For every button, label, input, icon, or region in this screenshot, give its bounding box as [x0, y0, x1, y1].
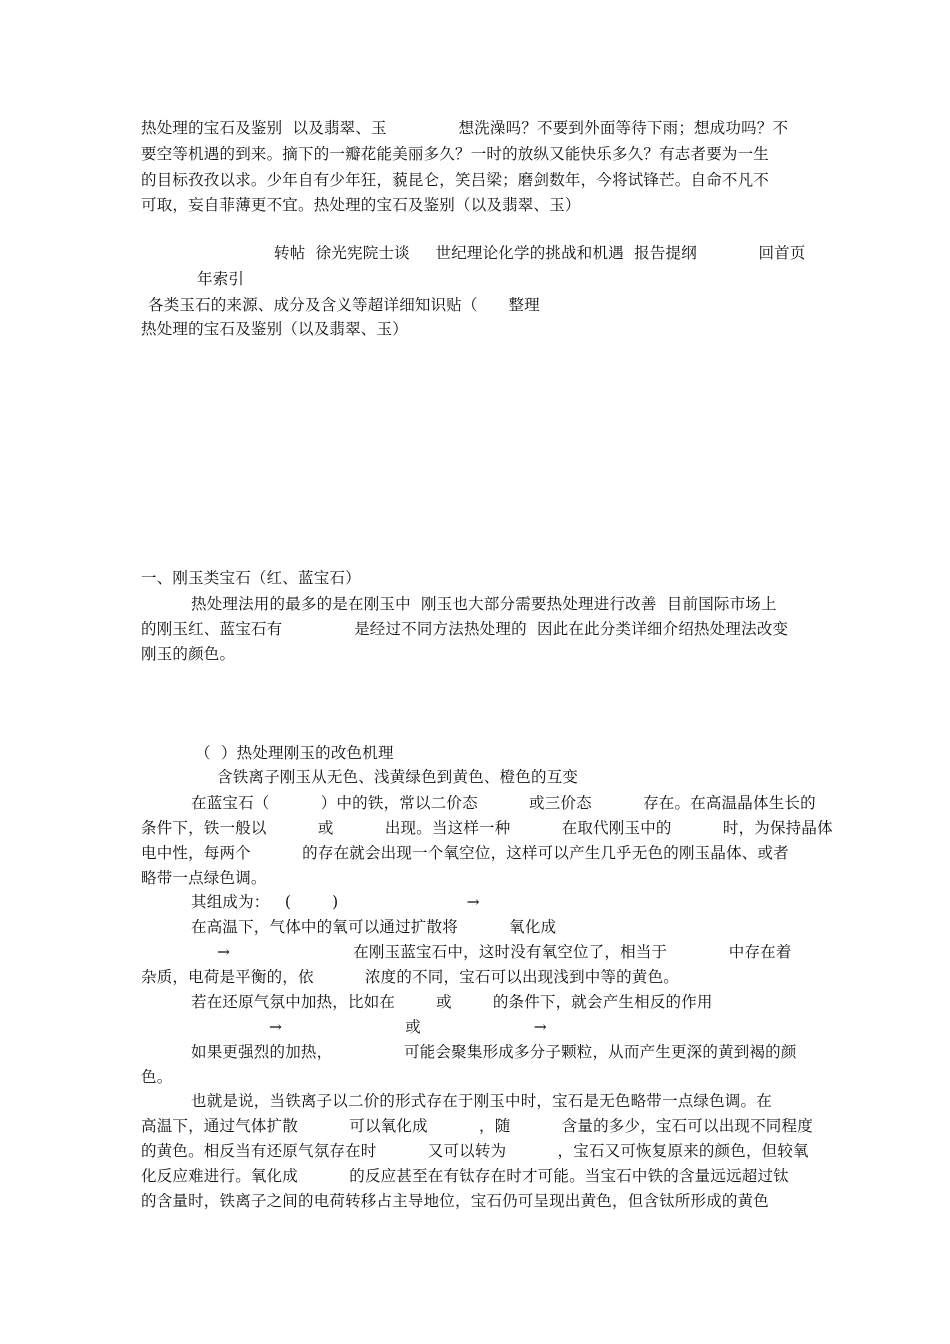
intro-line: 可取，妄自菲薄更不宜。热处理的宝石及鉴别（以及翡翠、玉） [141, 196, 581, 214]
intro-line: 的目标孜孜以求。少年自有少年狂，藐昆仑，笑吕梁；磨剑数年，今将试锋芒。自命不凡不 [141, 171, 770, 189]
paragraph-line: 在蓝宝石（ ）中的铁，常以二价态 或三价态 存在。在高温晶体生长的 [191, 794, 816, 812]
section-heading: 一、刚玉类宝石（红、蓝宝石） [141, 569, 361, 587]
paragraph-line: 电中性，每两个 的存在就会出现一个氧空位，这样可以产生几乎无色的刚玉晶体、或者 [141, 844, 789, 862]
paragraph-line: 的黄色。相反当有还原气氛存在时 又可以转为 ，宝石又可恢复原来的颜色，但较氧 [141, 1142, 809, 1160]
formula-line: 其组成为： ( ) → [191, 893, 480, 911]
paragraph-line: 的刚玉红、蓝宝石有 是经过不同方法热处理的 因此在此分类详细介绍热处理法改变 [141, 620, 789, 638]
paragraph-line: 杂质，电荷是平衡的，依 浓度的不同，宝石可以出现浅到中等的黄色。 [141, 968, 679, 986]
intro-line: 要空等机遇的到来。摘下的一瓣花能美丽多久？一时的放纵又能快乐多久？有志者要为一生 [141, 145, 770, 163]
paragraph-line: 如果更强烈的加热， 可能会聚集形成多分子颗粒，从而产生更深的黄到褐的颜 [191, 1043, 797, 1061]
nav-link-year-index[interactable]: 年索引 [197, 270, 245, 288]
paragraph-line: 高温下，通过气体扩散 可以氧化成 ，随 含量的多少，宝石可以出现不同程度 [141, 1117, 813, 1135]
nav-link-jade-knowledge[interactable]: 各类玉石的来源、成分及含义等超详细知识贴（ 整理 [148, 296, 540, 314]
intro-line: 热处理的宝石及鉴别 以及翡翠、玉 想洗澡吗？不要到外面等待下雨；想成功吗？不 [141, 119, 789, 137]
page-title: 热处理的宝石及鉴别（以及翡翠、玉） [141, 320, 408, 338]
paragraph-line: 也就是说，当铁离子以二价的形式存在于刚玉中时，宝石是无色略带一点绿色调。在 [191, 1092, 772, 1110]
subsection-heading: （ ）热处理刚玉的改色机理 [195, 744, 394, 762]
paragraph-line: 热处理法用的最多的是在刚玉中 刚玉也大部分需要热处理进行改善 目前国际市场上 [191, 595, 777, 613]
paragraph-line: 在高温下，气体中的氧可以通过扩散将 氧化成 [191, 918, 557, 936]
paragraph-line: 条件下，铁一般以 或 出现。当这样一种 在取代刚玉中的 时，为保持晶体 [141, 819, 833, 837]
paragraph-line: 化反应难进行。氧化成 的反应甚至在有钛存在时才可能。当宝石中铁的含量远远超过钛 [141, 1167, 789, 1185]
paragraph-line: 的含量时，铁离子之间的电荷转移占主导地位，宝石仍可呈现出黄色，但含钛所形成的黄色 [141, 1192, 770, 1210]
paragraph-line: 略带一点绿色调。 [141, 869, 267, 887]
paragraph-line: 色。 [141, 1068, 173, 1086]
formula-line: → 或 → [269, 1018, 547, 1036]
subsection-subheading: 含铁离子刚玉从无色、浅黄绿色到黄色、橙色的互变 [217, 768, 579, 786]
paragraph-line: 若在还原气氛中加热，比如在 或 的条件下，就会产生相反的作用 [191, 993, 713, 1011]
nav-link-article[interactable]: 转帖 徐光宪院士谈 世纪理论化学的挑战和机遇 报告提纲 回首页 [274, 244, 806, 262]
paragraph-line: → 在刚玉蓝宝石中，这时没有氧空位了，相当于 中存在着 [217, 943, 792, 961]
paragraph-line: 刚玉的颜色。 [141, 645, 236, 663]
